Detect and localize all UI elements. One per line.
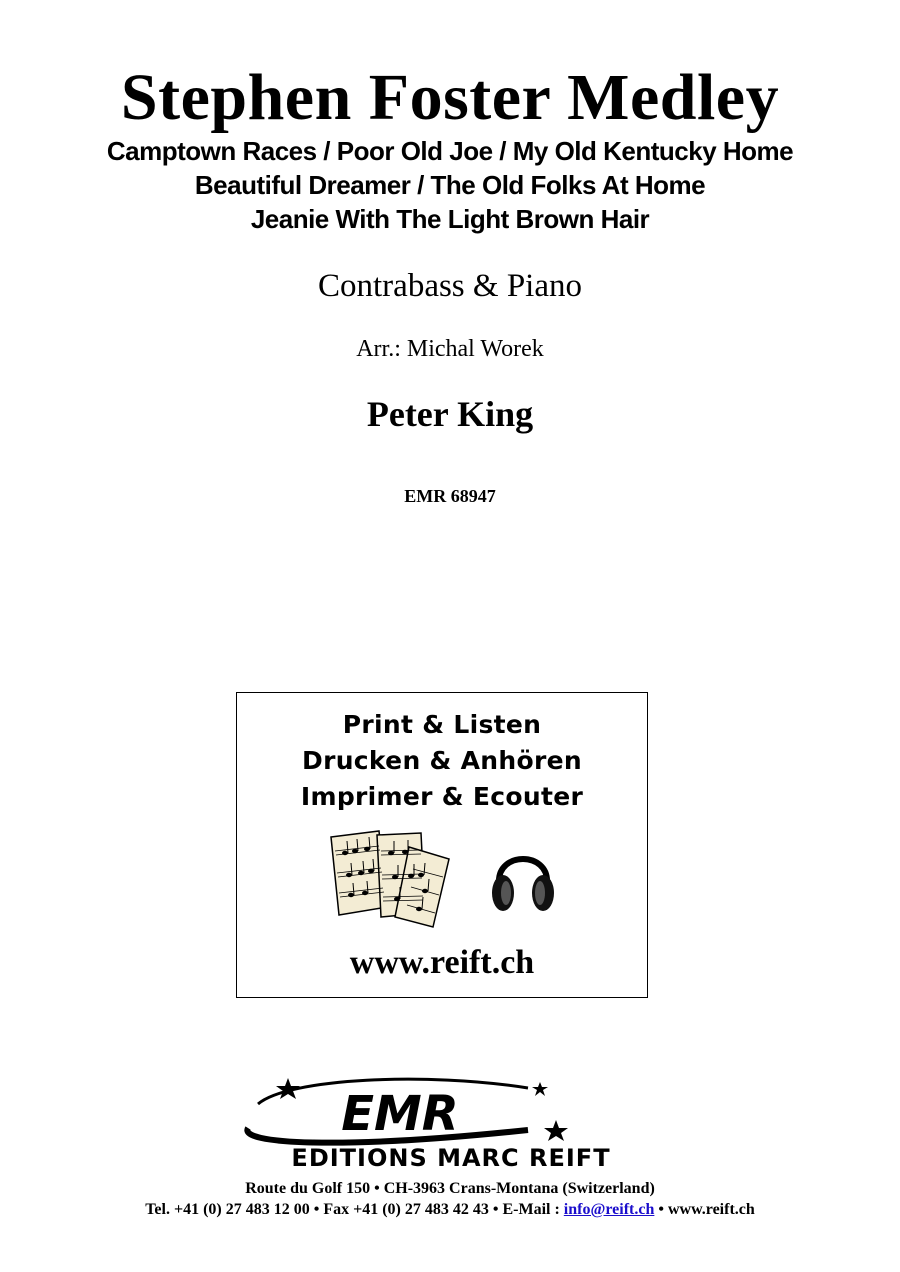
arranger: Arr.: Michal Worek (356, 336, 544, 362)
subtitle-line: Camptown Races / Poor Old Joe / My Old Kentucky Home (106, 136, 794, 166)
contact-line (0, 1199, 900, 1220)
subtitle-line: Beautiful Dreamer / The Old Folks At Home (194, 170, 706, 200)
emr-logo (228, 1074, 674, 1170)
catalog-code: EMR 68947 (404, 486, 496, 506)
subtitle-line: Jeanie With The Light Brown Hair (250, 204, 650, 234)
website-text: • www.reift.ch (654, 1201, 755, 1218)
composer: Peter King (366, 394, 534, 434)
contact-block (0, 1178, 900, 1220)
email-link[interactable]: info@reift.ch (563, 1201, 655, 1218)
promo-url[interactable]: www.reift.ch (349, 944, 535, 981)
address-line: Route du Golf 150 • CH-3963 Crans-Montana (Switzerland) (245, 1180, 655, 1197)
headphones-icon (489, 839, 557, 919)
phone-fax: Tel. +41 (0) 27 483 12 00 • Fax +41 (0) 27 483 42 43 • E-Mail : (145, 1201, 564, 1218)
logo-mark: EMR (341, 1086, 459, 1142)
subtitle-block (0, 134, 900, 236)
promo-line: Imprimer & Ecouter (300, 782, 584, 811)
print-listen-box (236, 692, 648, 998)
instrumentation: Contrabass & Piano (318, 268, 582, 304)
promo-lines (237, 707, 647, 815)
document-title: Stephen Foster Medley (120, 61, 780, 134)
promo-line: Drucken & Anhören (302, 746, 582, 775)
sheet-music-icon (325, 829, 455, 929)
logo-name: EDITIONS MARC REIFT (291, 1144, 611, 1170)
promo-line: Print & Listen (342, 710, 542, 739)
